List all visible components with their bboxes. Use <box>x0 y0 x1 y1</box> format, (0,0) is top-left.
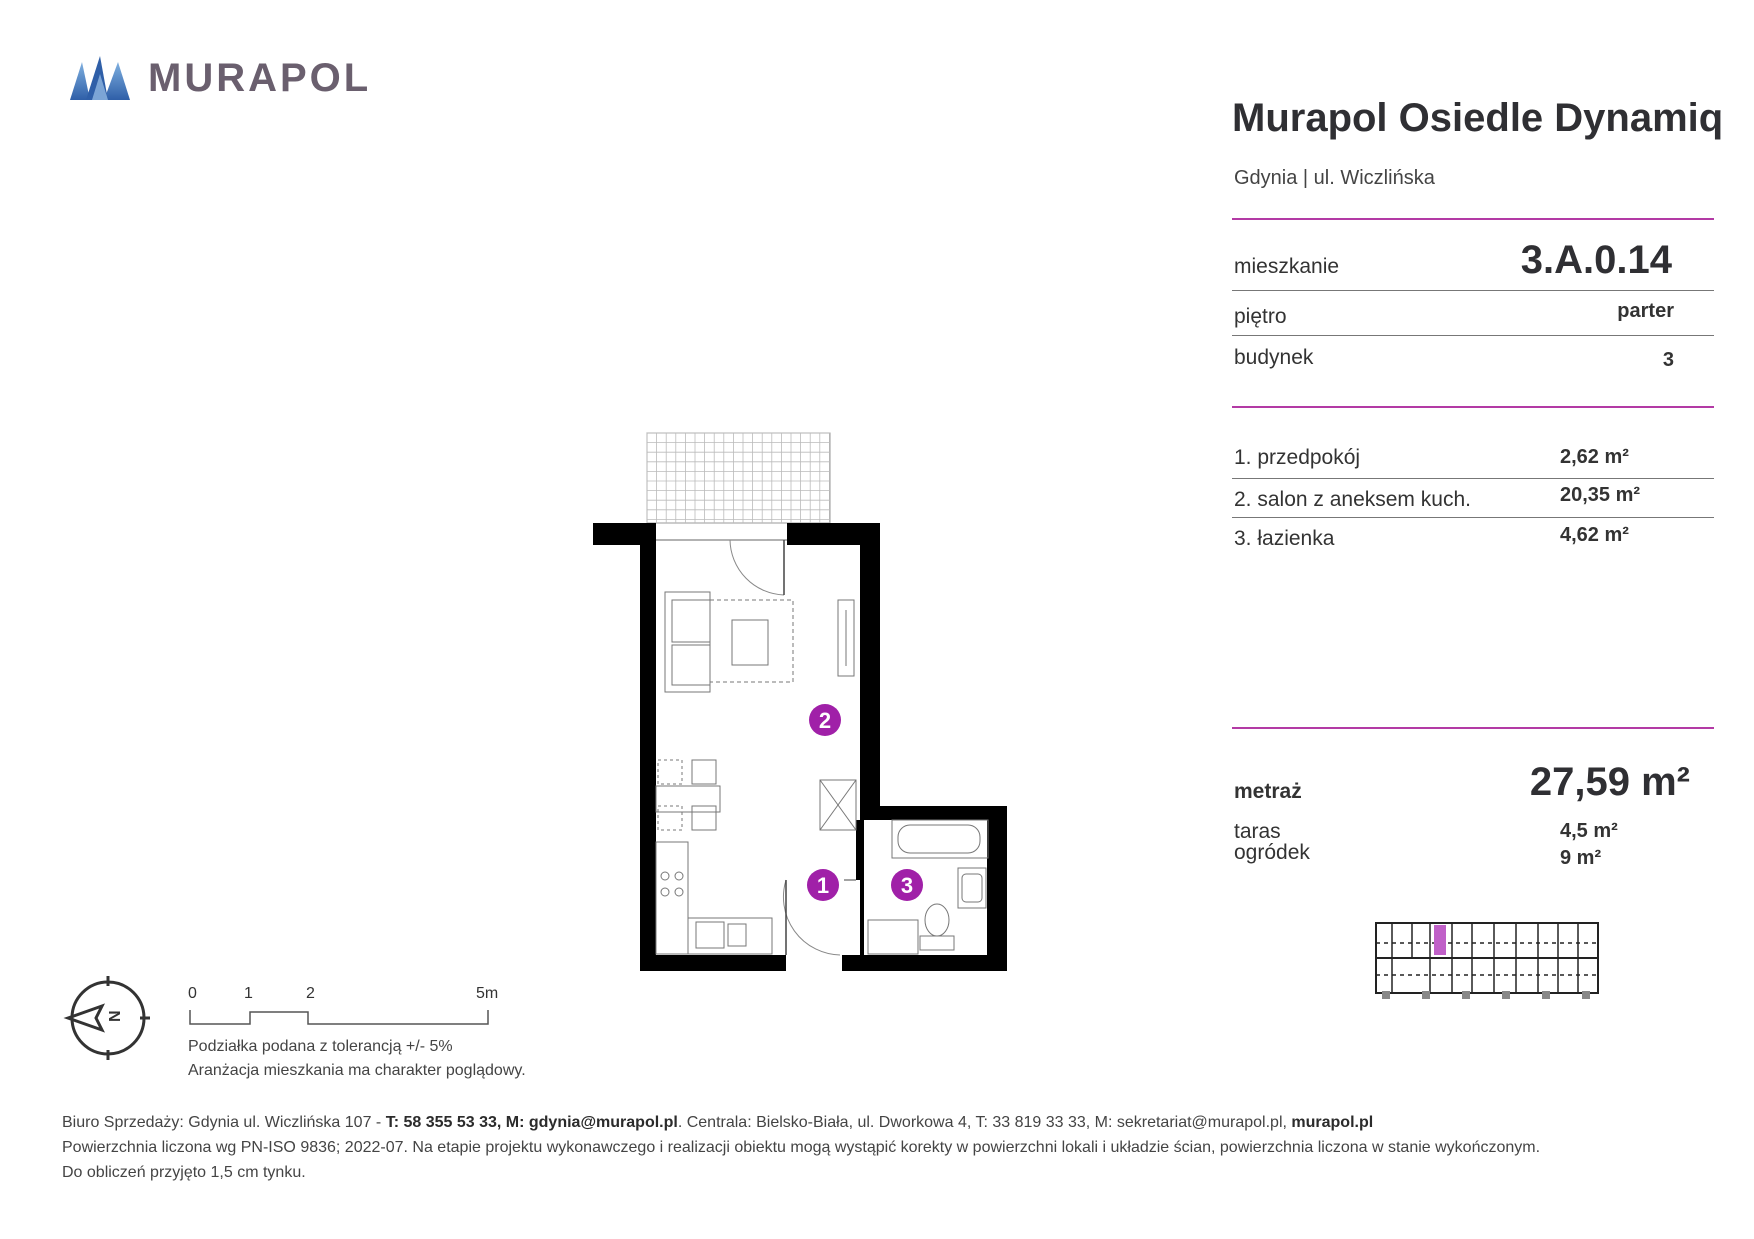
divider <box>1232 218 1714 220</box>
svg-text:3: 3 <box>900 873 914 898</box>
divider <box>1232 335 1714 336</box>
scale-tick-label: 0 <box>188 985 197 1002</box>
room-area: 2,62 m² <box>1560 446 1629 468</box>
toilet-icon <box>920 904 954 950</box>
scale-note: Podziałka podana z tolerancją +/- 5% <box>188 1038 453 1055</box>
scale-bar <box>186 1008 492 1028</box>
terrace-value: 4,5 m² <box>1560 820 1618 842</box>
footer-disclaimer: Powierzchnia liczona wg PN-ISO 9836; 2022-07. Na etapie projektu wykonawczego i realizacji obiektu mogą wystąpić korekty w powierzchni lokali i układzie ścian, powierzchnia liczona w stanie wykończonym. <box>62 1139 1541 1156</box>
floor-value: parter <box>1617 300 1674 322</box>
project-title: Murapol Osiedle Dynamiq <box>1232 96 1724 140</box>
room-area: 20,35 m² <box>1560 484 1641 506</box>
walls <box>593 523 1007 971</box>
footer-website-link[interactable]: murapol.pl <box>1291 1114 1374 1131</box>
svg-text:1: 1 <box>816 873 830 898</box>
apartment-number: 3.A.0.14 <box>1520 238 1672 282</box>
divider <box>1232 290 1714 291</box>
scale-tick-label: 2 <box>306 985 315 1002</box>
divider <box>1232 727 1714 729</box>
sofa-icon <box>665 592 793 692</box>
compass-icon <box>62 972 154 1064</box>
shaft-icon <box>820 780 856 830</box>
room-name: 1. przedpokój <box>1234 446 1361 469</box>
garden-value: 9 m² <box>1560 847 1602 869</box>
divider <box>1232 406 1714 408</box>
project-location: Gdynia | ul. Wiczlińska <box>1234 167 1435 189</box>
arrangement-note: Aranżacja mieszkania ma charakter poglądowy. <box>188 1062 526 1079</box>
garden-label: ogródek <box>1234 841 1310 864</box>
footer-phone-mail: T: 58 355 53 33, M: gdynia@murapol.pl <box>385 1114 678 1131</box>
kitchen-icon <box>656 842 772 954</box>
floor-label: piętro <box>1234 305 1287 328</box>
divider <box>1232 478 1714 479</box>
room-area: 4,62 m² <box>1560 524 1629 546</box>
apartment-highlight <box>1434 925 1446 955</box>
footer-plaster-note: Do obliczeń przyjęto 1,5 cm tynku. <box>62 1164 306 1181</box>
terrace-grid <box>647 433 830 523</box>
washer-icon <box>868 920 918 954</box>
building-label: budynek <box>1234 346 1314 369</box>
bathtub-icon <box>892 820 988 858</box>
apartment-label: mieszkanie <box>1234 255 1340 278</box>
building-value: 3 <box>1662 349 1674 371</box>
divider <box>1232 517 1714 518</box>
area-label: metraż <box>1234 780 1302 803</box>
footer-contact: Biuro Sprzedaży: Gdynia ul. Wiczlińska 107 - T: 58 355 53 33, M: gdynia@murapol.pl. Centrala: Bielsko-Biała, ul. Dworkowa 4, T: 33 819 33 33, M: sekretariat@murapol.pl, murapol.pl <box>62 1114 1374 1131</box>
sink-icon <box>958 868 986 908</box>
scale-tick-label: 5m <box>476 985 499 1002</box>
building-key-plan <box>1372 903 1606 1013</box>
room-marker-3 <box>891 869 923 901</box>
murapol-logo-icon <box>68 56 132 102</box>
terrace-label: taras <box>1234 820 1281 843</box>
tv-icon <box>838 600 854 676</box>
svg-text:N: N <box>107 1010 124 1022</box>
floor-plan <box>580 420 1020 980</box>
room-name: 2. salon z aneksem kuch. <box>1234 488 1471 511</box>
room-name: 3. łazienka <box>1234 527 1335 550</box>
room-marker-1 <box>807 869 839 901</box>
scale-tick-label: 1 <box>244 985 253 1002</box>
brand-name: MURAPOL <box>148 56 372 100</box>
room-marker-2 <box>809 704 841 736</box>
svg-text:2: 2 <box>818 708 832 733</box>
area-value: 27,59 m² <box>1529 760 1690 804</box>
dining-table-icon <box>656 760 720 830</box>
